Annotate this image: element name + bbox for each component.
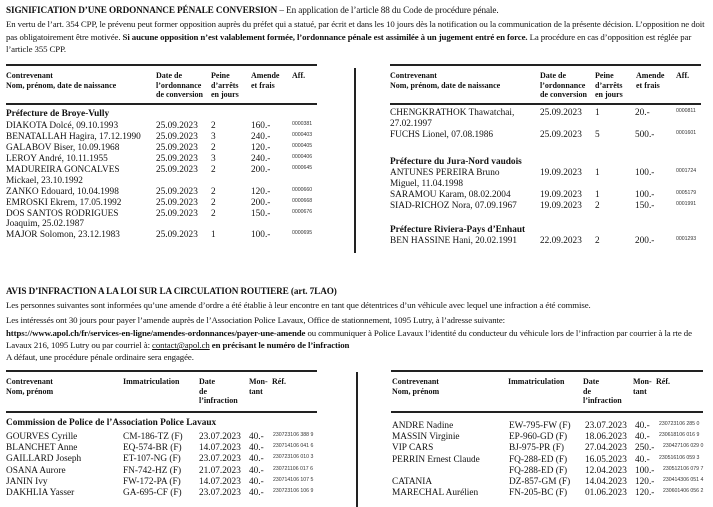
circulation-p2-mid: ou communiquer à Police Lavaux l’identité du conducteur du véhicule lors de l’infraction par courrier à la rte de Lavaux 216, 1095 Lutry ou par courriel à:: [6, 327, 692, 350]
section-riviera: Préfecture Riviera-Pays d’Enhaut: [390, 225, 526, 235]
row-name: BENATALLAH Hagira, 17.12.1990: [6, 132, 141, 142]
row-name: JANIN Ivy: [6, 476, 48, 487]
header-aff: Aff.: [676, 71, 690, 80]
row-plate: FQ-288-ED (F): [509, 465, 568, 476]
row-date: 22.09.2023: [540, 236, 582, 246]
row-date: 25.09.2023: [156, 121, 198, 131]
row-name: GAILLARD Joseph: [6, 454, 82, 465]
row-amount: 160.-: [251, 121, 271, 131]
conversion-para-text-1: En vertu de l’art. 354 CPP, le prévenu peut former opposition auprès du préfet qui a statué, par écrit et dans les 10 jours dès la notification ou la communication de la présente décision. L’opposition ne doit pas obligatoirement être motivée.: [6, 19, 705, 42]
row-date: 19.09.2023: [540, 200, 582, 211]
header-immatriculation: Immatriculation: [508, 377, 565, 386]
row-aff: 0001601: [676, 129, 697, 136]
row-date: 25.09.2023: [540, 108, 582, 118]
row-name: GALABOV Biser, 10.09.1968: [6, 143, 120, 153]
section-commission-police: Commission de Police de l’Association Police Lavaux: [6, 418, 217, 428]
conversion-title: [6, 5, 706, 16]
row-date: 21.07.2023: [199, 465, 241, 476]
circulation-p2: [6, 314, 709, 352]
row-aff: 0001293: [676, 236, 697, 242]
row-amount: 240.-: [251, 132, 271, 142]
header-peine: Peine d’arrêts en jours: [595, 71, 623, 99]
row-aff: 0000403: [292, 132, 313, 138]
row-name: PERRIN Ernest Claude: [392, 454, 480, 465]
conversion-para-text-2: La procédure en cas d’opposition est réglée par l’article 355 CPP.: [6, 31, 692, 54]
row-amount: 240.-: [251, 154, 271, 164]
row-date: 14.04.2023: [585, 477, 627, 487]
row-days: 2: [211, 121, 216, 131]
row-days: 2: [211, 143, 216, 153]
row-date: 18.06.2023: [585, 432, 627, 443]
row-plate: GA-695-CF (F): [123, 488, 182, 498]
row-amount: 100.-: [635, 189, 655, 200]
row-plate: DZ-857-GM (F): [509, 477, 571, 487]
row-plate: FW-172-PA (F): [123, 476, 181, 487]
row-name-continued: Mickael, 23.10.1992: [6, 175, 83, 186]
row-date: 19.09.2023: [540, 189, 582, 200]
table-header-rule: [390, 103, 701, 105]
row-plate: EP-960-GD (F): [509, 432, 568, 443]
row-name: GOURVES Cyrille: [6, 432, 78, 442]
row-ref: 230516106 059 3: [659, 454, 700, 461]
conversion-para-bold: Si aucune opposition n’est valablement formée, l’ordonnance pénale est assimilée à un jugement entré en force.: [122, 31, 528, 42]
row-date: 25.09.2023: [156, 208, 198, 219]
row-amount: 40.-: [249, 432, 264, 442]
row-amount: 100.-: [635, 168, 655, 178]
row-days: 2: [211, 165, 216, 175]
row-name: DIAKOTA Dolcé, 09.10.1993: [6, 121, 119, 131]
header-montant: Mon- tant: [633, 377, 652, 396]
header-date: Date de l’ordonnance de conversion: [540, 71, 587, 99]
table-top-rule: [390, 64, 701, 66]
header-ref: Réf.: [272, 377, 286, 386]
row-days: 1: [595, 108, 600, 118]
row-amount: 40.-: [249, 454, 264, 465]
row-date: 19.09.2023: [540, 168, 582, 178]
row-ref: 230714106 107 5: [273, 476, 314, 483]
row-amount: 40.-: [249, 488, 264, 498]
row-ref: 230723106 285 0: [659, 421, 700, 427]
table-top-rule: [391, 370, 703, 372]
row-ref: 230723106 010 3: [273, 454, 314, 461]
row-name-continued: Joaquim, 25.02.1987: [6, 219, 84, 229]
section-jura-nord-vaudois: Préfecture du Jura-Nord vaudois: [390, 157, 522, 167]
row-ref: 230714106 041 6: [273, 443, 314, 450]
row-amount: 20.-: [635, 108, 650, 118]
row-ref: 230618106 016 9: [659, 432, 700, 439]
row-amount: 40.-: [635, 454, 650, 465]
row-amount: 250.-: [635, 443, 655, 454]
header-amende: Amende et frais: [251, 71, 280, 90]
header-montant: Mon- tant: [249, 377, 268, 396]
row-plate: BJ-975-PR (F): [509, 443, 565, 454]
header-immatriculation: Immatriculation: [123, 377, 180, 386]
row-date: 25.09.2023: [156, 143, 198, 153]
row-date: 25.09.2023: [156, 186, 198, 197]
row-date: 25.09.2023: [156, 132, 198, 142]
row-amount: 200.-: [251, 197, 271, 208]
table-header-rule: [391, 411, 703, 413]
row-name: ANTUNES PEREIRA Bruno: [390, 168, 500, 178]
row-amount: 40.-: [249, 476, 264, 487]
row-aff: 0000381: [292, 121, 313, 127]
row-days: 2: [211, 186, 216, 197]
row-date: 25.09.2023: [156, 230, 198, 240]
row-amount: 150.-: [251, 208, 271, 219]
row-amount: 40.-: [635, 432, 650, 443]
conversion-title-suffix: – En application de l’article 88 du Code de procédure pénale.: [277, 5, 499, 15]
table-top-rule: [6, 370, 317, 372]
header-contrevenant: Contrevenant Nom, prénom: [6, 377, 54, 396]
header-contrevenant: Contrevenant Nom, prénom, date de naissance: [6, 71, 117, 90]
section-broye-vully: Préfecture de Broye-Vully: [6, 109, 110, 119]
row-amount: 40.-: [249, 465, 264, 476]
header-contrevenant: Contrevenant Nom, prénom, date de naissance: [390, 71, 501, 90]
row-amount: 40.-: [635, 421, 650, 431]
row-aff: 0000695: [292, 230, 313, 236]
row-ref: 230427106 029 0: [663, 443, 704, 450]
header-aff: Aff.: [292, 71, 306, 80]
row-date: 25.09.2023: [156, 197, 198, 208]
row-amount: 40.-: [249, 443, 264, 454]
row-amount: 120.-: [251, 186, 271, 197]
row-days: 2: [211, 208, 216, 219]
row-date: 23.07.2023: [199, 454, 241, 465]
payment-url-link[interactable]: https://www.apol.ch/fr/services-en-ligne/amendes-ordonnances/payer-une-amende: [6, 327, 306, 338]
row-date: 23.07.2023: [585, 421, 627, 431]
conversion-title-text: SIGNIFICATION D’UNE ORDONNANCE PÉNALE CONVERSION: [6, 5, 278, 15]
row-name: BEN HASSINE Hani, 20.02.1991: [390, 236, 518, 246]
row-name: CHENGKRATHOK Thawatchai,: [390, 108, 515, 118]
row-name-continued: Miguel, 11.04.1998: [390, 178, 463, 189]
row-aff: 0000660: [292, 186, 313, 193]
row-name: DAKHLIA Yasser: [6, 488, 75, 498]
row-plate: ET-107-NG (F): [123, 454, 181, 465]
row-date: 23.07.2023: [199, 432, 241, 442]
row-name: DOS SANTOS RODRIGUES: [6, 208, 119, 219]
header-contrevenant: Contrevenant Nom, prénom: [392, 377, 440, 396]
row-date: 16.05.2023: [585, 454, 627, 465]
row-name: ZANKO Edouard, 10.04.1998: [6, 186, 119, 197]
row-date: 14.07.2023: [199, 476, 241, 487]
row-days: 2: [595, 236, 600, 246]
row-ref: 230721106 017 6: [273, 465, 314, 472]
row-aff: 0000811: [676, 108, 696, 114]
row-plate: EW-795-FW (F): [509, 421, 571, 431]
column-divider: [354, 68, 356, 253]
row-name: EMROSKI Ekrem, 17.05.1992: [6, 197, 122, 208]
row-days: 1: [595, 189, 600, 200]
row-name: MAJOR Solomon, 23.12.1983: [6, 230, 120, 240]
row-date: 25.09.2023: [540, 129, 582, 140]
column-divider: [356, 372, 358, 507]
row-plate: FN-742-HZ (F): [123, 465, 182, 476]
row-amount: 500.-: [635, 129, 655, 140]
header-date: Date de l’ordonnance de conversion: [156, 71, 203, 99]
row-days: 1: [211, 230, 216, 240]
header-amende: Amende et frais: [636, 71, 665, 90]
row-name: LEROY André, 10.11.1955: [6, 154, 108, 164]
row-amount: 120.-: [635, 488, 655, 499]
row-name: BLANCHET Anne: [6, 443, 78, 454]
row-date: 23.07.2023: [199, 488, 241, 498]
row-amount: 100.-: [251, 230, 271, 240]
row-date: 12.04.2023: [585, 465, 627, 476]
row-name: SARAMOU Karam, 08.02.2004: [390, 189, 511, 200]
row-name-continued: 27.02.1997: [390, 118, 432, 129]
row-date: 25.09.2023: [156, 154, 198, 164]
row-date: 25.09.2023: [156, 165, 198, 175]
table-top-rule: [6, 64, 317, 66]
row-name: MASSIN Virginie: [392, 432, 460, 443]
row-ref: 230601406 056 2: [663, 488, 704, 495]
row-aff: 0001724: [676, 168, 697, 174]
row-plate: CM-186-TZ (F): [123, 432, 183, 442]
row-days: 2: [211, 197, 216, 208]
contact-email-link[interactable]: contact@apol.ch: [152, 340, 210, 350]
row-name: MARECHAL Aurélien: [392, 488, 479, 499]
row-ref: 230414306 051 4: [663, 477, 704, 483]
row-name: FUCHS Lionel, 07.08.1986: [390, 129, 494, 140]
row-days: 3: [211, 154, 216, 164]
row-days: 5: [595, 129, 600, 140]
row-days: 3: [211, 132, 216, 142]
row-date: 14.07.2023: [199, 443, 241, 454]
row-name: MADUREIRA GONCALVES: [6, 165, 120, 175]
row-ref: 230512106 079 7: [663, 465, 704, 472]
row-amount: 120.-: [635, 477, 655, 487]
row-aff: 0000406: [292, 154, 313, 160]
circulation-p2-intro: Les intéressés ont 30 jours pour payer l’amende auprès de l’Association Police Lavaux, Office de stationnement, 1095 Lutry, à l’adresse suivante:: [6, 315, 505, 325]
row-days: 2: [595, 200, 600, 211]
row-name: VIP CARS: [392, 443, 434, 454]
row-amount: 120.-: [251, 143, 271, 153]
header-date: Date de l’infraction: [199, 377, 238, 405]
row-amount: 100.-: [635, 465, 655, 476]
circulation-p3: A défaut, une procédure pénale ordinaire sera engagée.: [6, 352, 194, 362]
header-date: Date de l’infraction: [583, 377, 622, 405]
row-name: OSANA Aurore: [6, 465, 66, 476]
conversion-paragraph: [6, 18, 709, 56]
row-amount: 200.-: [635, 236, 655, 246]
row-ref: 230723106 388 9: [273, 432, 314, 438]
row-days: 1: [595, 168, 600, 178]
row-plate: EQ-574-BR (F): [123, 443, 182, 454]
row-date: 01.06.2023: [585, 488, 627, 499]
circulation-title: AVIS D’INFRACTION A LA LOI SUR LA CIRCULATION ROUTIERE (art. 7LAO): [6, 286, 337, 296]
circulation-p1: Les personnes suivantes sont informées qu’une amende d’ordre a été établie à leur encontre en tant que détentrices d’un véhicule avec lequel une infraction a été commise.: [6, 300, 591, 310]
row-amount: 150.-: [635, 200, 655, 211]
row-aff: 0001991: [676, 200, 697, 207]
row-name: ANDRE Nadine: [392, 421, 454, 431]
row-aff: 0000676: [292, 208, 313, 215]
row-plate: FQ-288-ED (F): [509, 454, 568, 465]
row-aff: 0000645: [292, 165, 313, 171]
row-ref: 230723106 106 9: [273, 488, 314, 494]
table-header-rule: [6, 411, 317, 413]
row-name: SIAD-RICHOZ Nora, 07.09.1967: [390, 200, 517, 211]
header-ref: Réf.: [656, 377, 670, 386]
table-header-rule: [6, 103, 317, 105]
row-amount: 200.-: [251, 165, 271, 175]
row-date: 27.04.2023: [585, 443, 627, 454]
row-aff: 0000405: [292, 143, 313, 149]
row-plate: FN-205-BC (F): [509, 488, 568, 499]
row-aff: 0000668: [292, 197, 313, 204]
circulation-p2-bold: en précisant le numéro de l’infraction: [209, 340, 350, 350]
row-name: CATANIA: [392, 477, 433, 487]
row-aff: 0005179: [676, 189, 697, 196]
header-peine: Peine d’arrêts en jours: [211, 71, 239, 99]
